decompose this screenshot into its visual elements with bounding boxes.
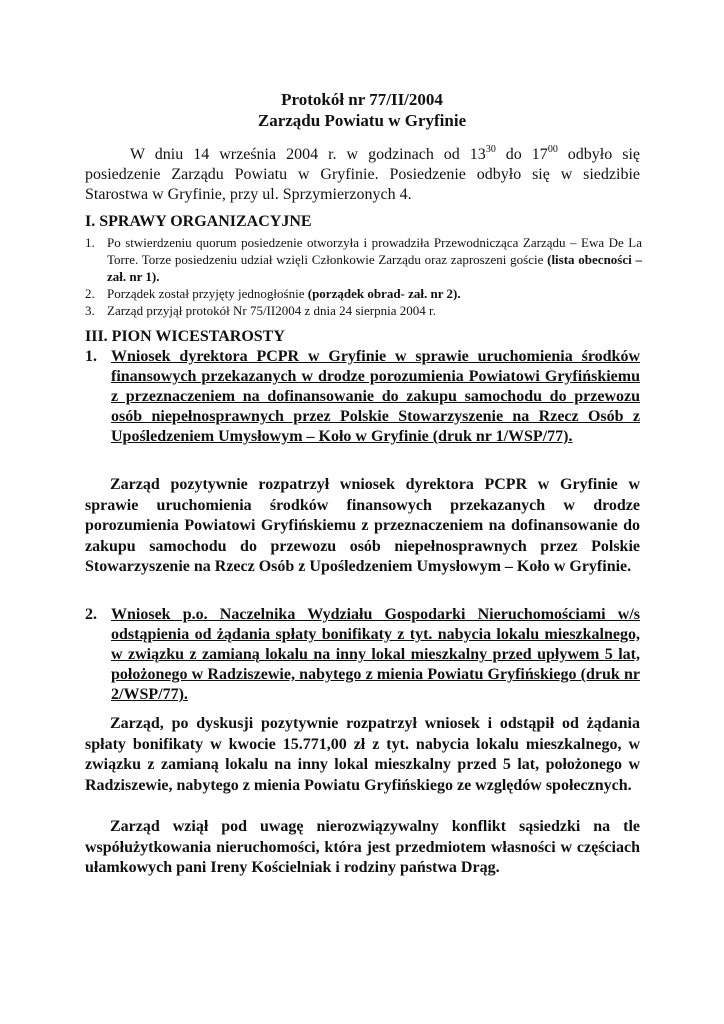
document-title: Protokół nr 77/II/2004 — [281, 90, 443, 109]
list-item-number: 1. — [85, 235, 95, 250]
intro-time-start-minutes: 30 — [485, 144, 496, 155]
agenda-item-1 — [85, 347, 640, 447]
section-heading-organizational: I. SPRAWY ORGANIZACYJNE — [85, 213, 312, 230]
intro-text-1: W dniu 14 września 2004 r. w godzinach od 13 — [130, 146, 486, 163]
list-item-attachment: (porządek obrad- zał. nr 2). — [307, 286, 461, 301]
intro-time-end-minutes: 00 — [547, 144, 558, 155]
agenda-item-1-decision: Zarząd pozytywnie rozpatrzył wniosek dyrektora PCPR w Gryfinie w sprawie uruchomienia środków finansowych przekazanych w drodze porozumienia Powiatowi Gryfińskiemu z przeznaczeniem na dofinansowanie do zakupu samochodu do przewozu osób niepełnosprawnych przez Polskie Stowarzyszenie na Rzecz Osób z Upośledzeniem Umysłowym – Koło w Gryfinie. — [85, 476, 640, 575]
list-item-text: Porządek został przyjęty jednogłośnie — [107, 286, 308, 301]
intro-text-3: odbyło się posiedzenie Zarządu Powiatu w Gryfinie. Posiedzenie odbyło się w siedzibie Starostwa w Gryfinie, przy ul. Sprzymierzonych 4. — [85, 146, 641, 203]
list-item — [85, 285, 642, 302]
agenda-item-title: Wniosek dyrektora PCPR w Gryfinie w sprawie uruchomienia środków finansowych przekazanych w drodze porozumienia Powiatowi Gryfińskiemu z przeznaczeniem na dofinansowanie do zakupu samochodu do przewozu osób niepełnosprawnych przez Polskie Stowarzyszenie na Rzecz Osób z Upośledzeniem Umysłowym – Koło w Gryfinie (druk nr 1/WSP/77). — [111, 348, 640, 445]
agenda-item-2 — [85, 605, 640, 705]
list-item-attachment: (lista obecności – zał. nr 1). — [107, 252, 642, 284]
document-subtitle: Zarządu Powiatu w Gryfinie — [257, 111, 467, 130]
list-item-text: Po stwierdzeniu quorum posiedzenie otworzyła i prowadziła Przewodnicząca Zarządu – Ewa De La Torre. Torze posiedzeniu udział wzięli Członkowie Zarządu oraz zaproszeni goście — [107, 235, 642, 267]
intro-text-2: do 17 — [495, 146, 548, 163]
section-heading-vice-starost: III. PION WICESTAROSTY — [85, 328, 285, 345]
list-item — [85, 302, 642, 319]
list-item-text: Zarząd przyjął protokół Nr 75/II2004 z dnia 24 sierpnia 2004 r. — [107, 303, 436, 318]
intro-paragraph — [85, 145, 640, 205]
agenda-item-number: 1. — [85, 348, 97, 365]
list-item-number: 2. — [85, 286, 95, 301]
agenda-item-title: Wniosek p.o. Naczelnika Wydziału Gospodarki Nieruchomościami w/s odstąpienia od żądania spłaty bonifikaty z tyt. nabycia lokalu mieszkalnego, w związku z zamianą lokalu na inny lokal mieszkalny przed upływem 5 lat, położonego w Radziszewie, nabytego z mienia Powiatu Gryfińskiego (druk nr 2/WSP/77). — [111, 606, 640, 703]
list-item — [85, 234, 642, 285]
organizational-list — [85, 234, 642, 319]
agenda-item-2-decision: Zarząd, po dyskusji pozytywnie rozpatrzył wniosek i odstąpił od żądania spłaty bonifikaty w kwocie 15.771,00 zł z tyt. nabycia lokalu mieszkalnego, w związku z zamianą lokalu na inny lokal mieszkalny przed 5 lat, położonego w Radziszewie, nabytego z mienia Powiatu Gryfińskiego ze względów społecznych. — [85, 715, 640, 794]
agenda-item-2-note: Zarząd wziął pod uwagę nierozwiązywalny konflikt sąsiedzki na tle współużytkowania nieruchomości, która jest przedmiotem własności w częściach ułamkowych pani Ireny Kościelniak i rodziny państwa Drąg. — [85, 818, 640, 876]
list-item-number: 3. — [85, 303, 95, 318]
agenda-item-number: 2. — [85, 606, 97, 623]
